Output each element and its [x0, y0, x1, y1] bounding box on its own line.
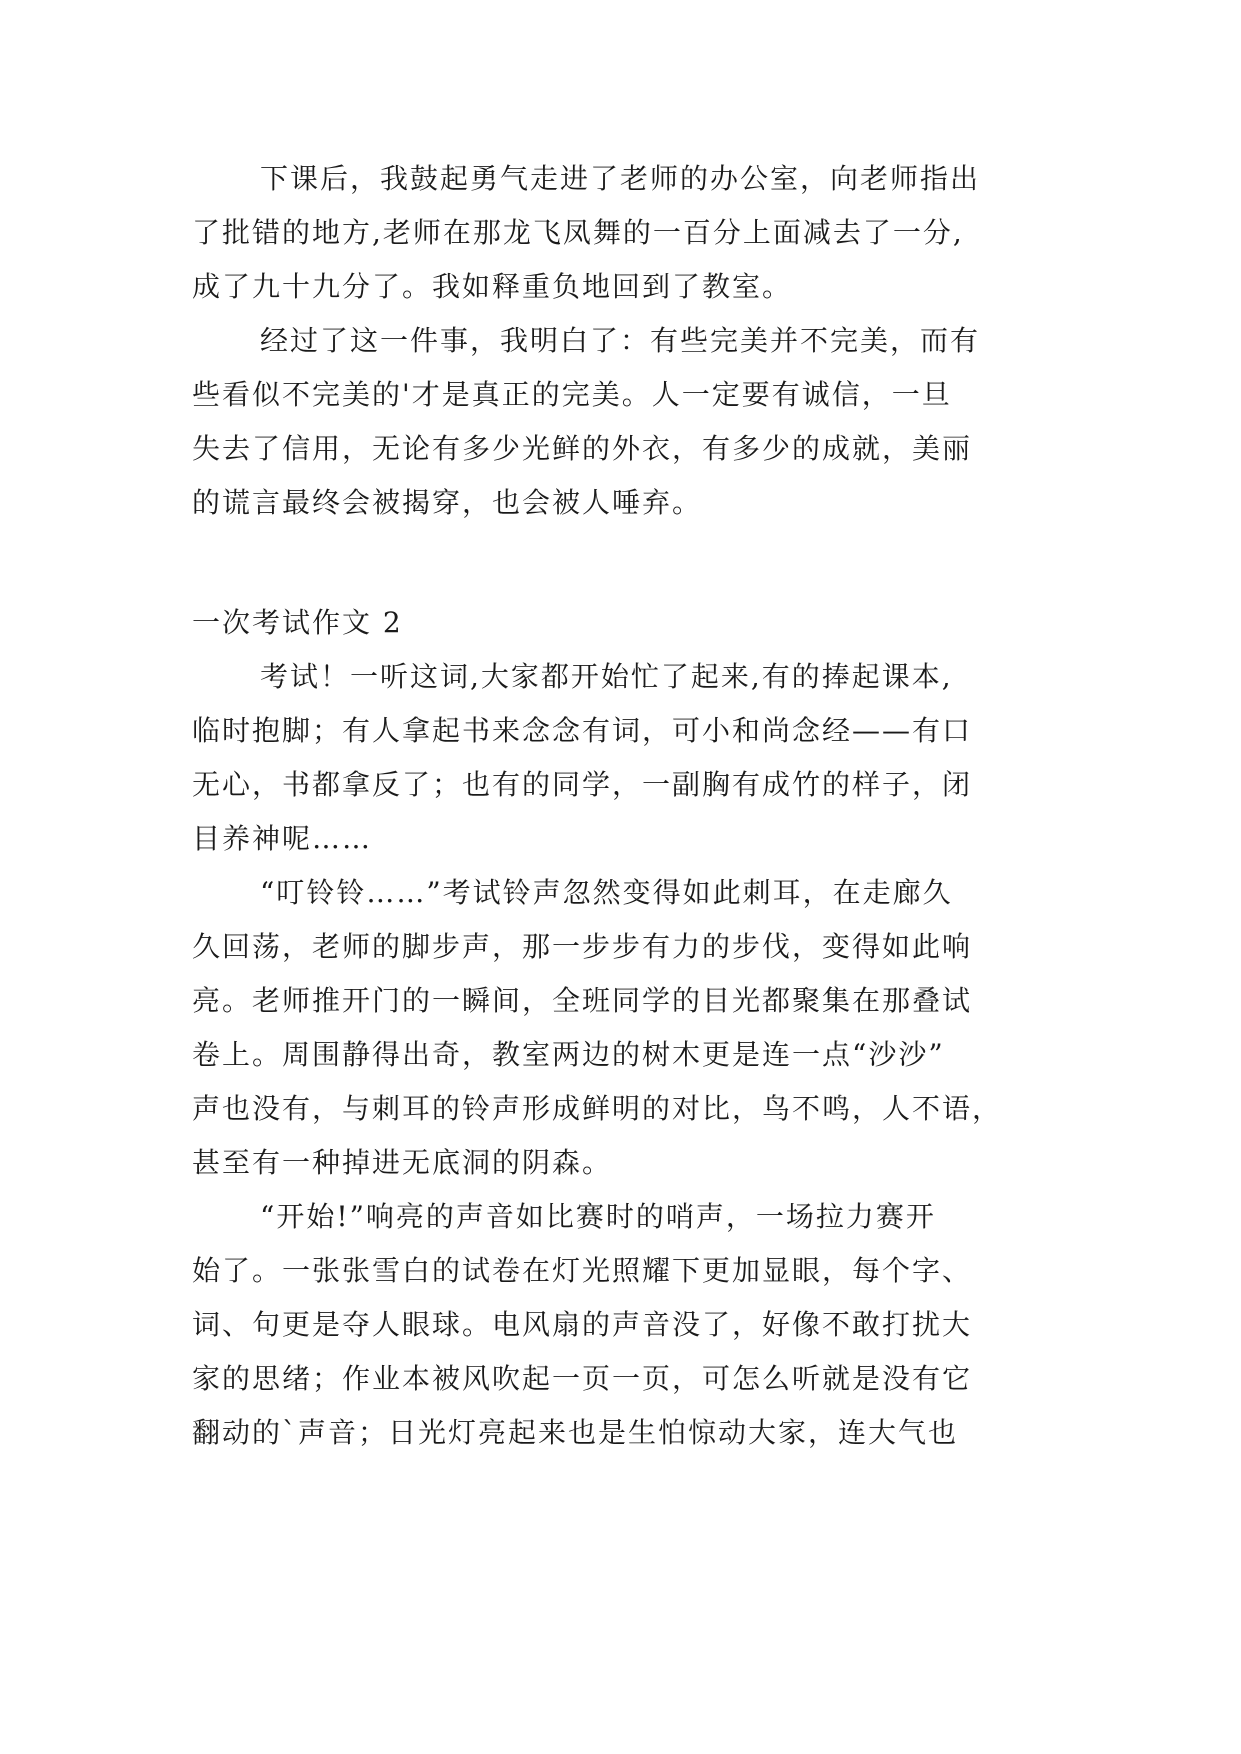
text-line: 目养神呢……: [192, 822, 373, 855]
text-line: 家的思绪；作业本被风吹起一页一页，可怎么听就是没有它: [192, 1362, 973, 1395]
paragraph: [192, 650, 1072, 866]
text-line: 些看似不完美的'才是真正的完美。人一定要有诚信，一旦: [192, 378, 952, 411]
text-line: 翻动的`声音；日光灯亮起来也是生怕惊动大家，连大气也: [192, 1416, 959, 1449]
text-line: “叮铃铃……”考试铃声忽然变得如此刺耳，在走廊久: [260, 876, 953, 909]
text-line: 卷上。周围静得出奇，教室两边的树木更是连一点“沙沙”: [192, 1038, 945, 1071]
text-line: 甚至有一种掉进无底洞的阴森。: [192, 1146, 613, 1179]
paragraph: [192, 866, 1072, 1190]
text-line: 无心，书都拿反了；也有的同学，一副胸有成竹的样子，闭: [192, 768, 973, 801]
paragraph: [192, 152, 1072, 314]
text-line: 成了九十九分了。我如释重负地回到了教室。: [192, 270, 793, 303]
text-line: 考试！一听这词,大家都开始忙了起来,有的捧起课本,: [260, 660, 953, 693]
text-line: 久回荡，老师的脚步声，那一步步有力的步伐，变得如此响: [192, 930, 973, 963]
text-line: 声也没有，与刺耳的铃声形成鲜明的对比，鸟不鸣，人不语，: [192, 1092, 1003, 1125]
text-line: 下课后，我鼓起勇气走进了老师的办公室，向老师指出: [260, 162, 981, 195]
text-line: 临时抱脚；有人拿起书来念念有词，可小和尚念经——有口: [192, 714, 973, 747]
text-line: 始了。一张张雪白的试卷在灯光照耀下更加显眼，每个字、: [192, 1254, 973, 1287]
text-line: “开始!”响亮的声音如比赛时的哨声，一场拉力赛开: [260, 1200, 936, 1233]
text-line: 亮。老师推开门的一瞬间，全班同学的目光都聚集在那叠试: [192, 984, 973, 1017]
paragraph: [192, 1190, 1072, 1460]
section-title: 一次考试作文 2: [192, 606, 403, 639]
section-1: [192, 152, 1072, 530]
section-2: [192, 596, 1072, 1460]
text-line: 经过了这一件事，我明白了：有些完美并不完美，而有: [260, 324, 981, 357]
text-line: 失去了信用，无论有多少光鲜的外衣，有多少的成就，美丽: [192, 432, 973, 465]
text-line: 词、句更是夺人眼球。电风扇的声音没了，好像不敢打扰大: [192, 1308, 973, 1341]
paragraph: [192, 314, 1072, 530]
text-line: 了批错的地方,老师在那龙飞凤舞的一百分上面减去了一分,: [192, 216, 964, 249]
text-line: 的谎言最终会被揭穿，也会被人唾弃。: [192, 486, 703, 519]
